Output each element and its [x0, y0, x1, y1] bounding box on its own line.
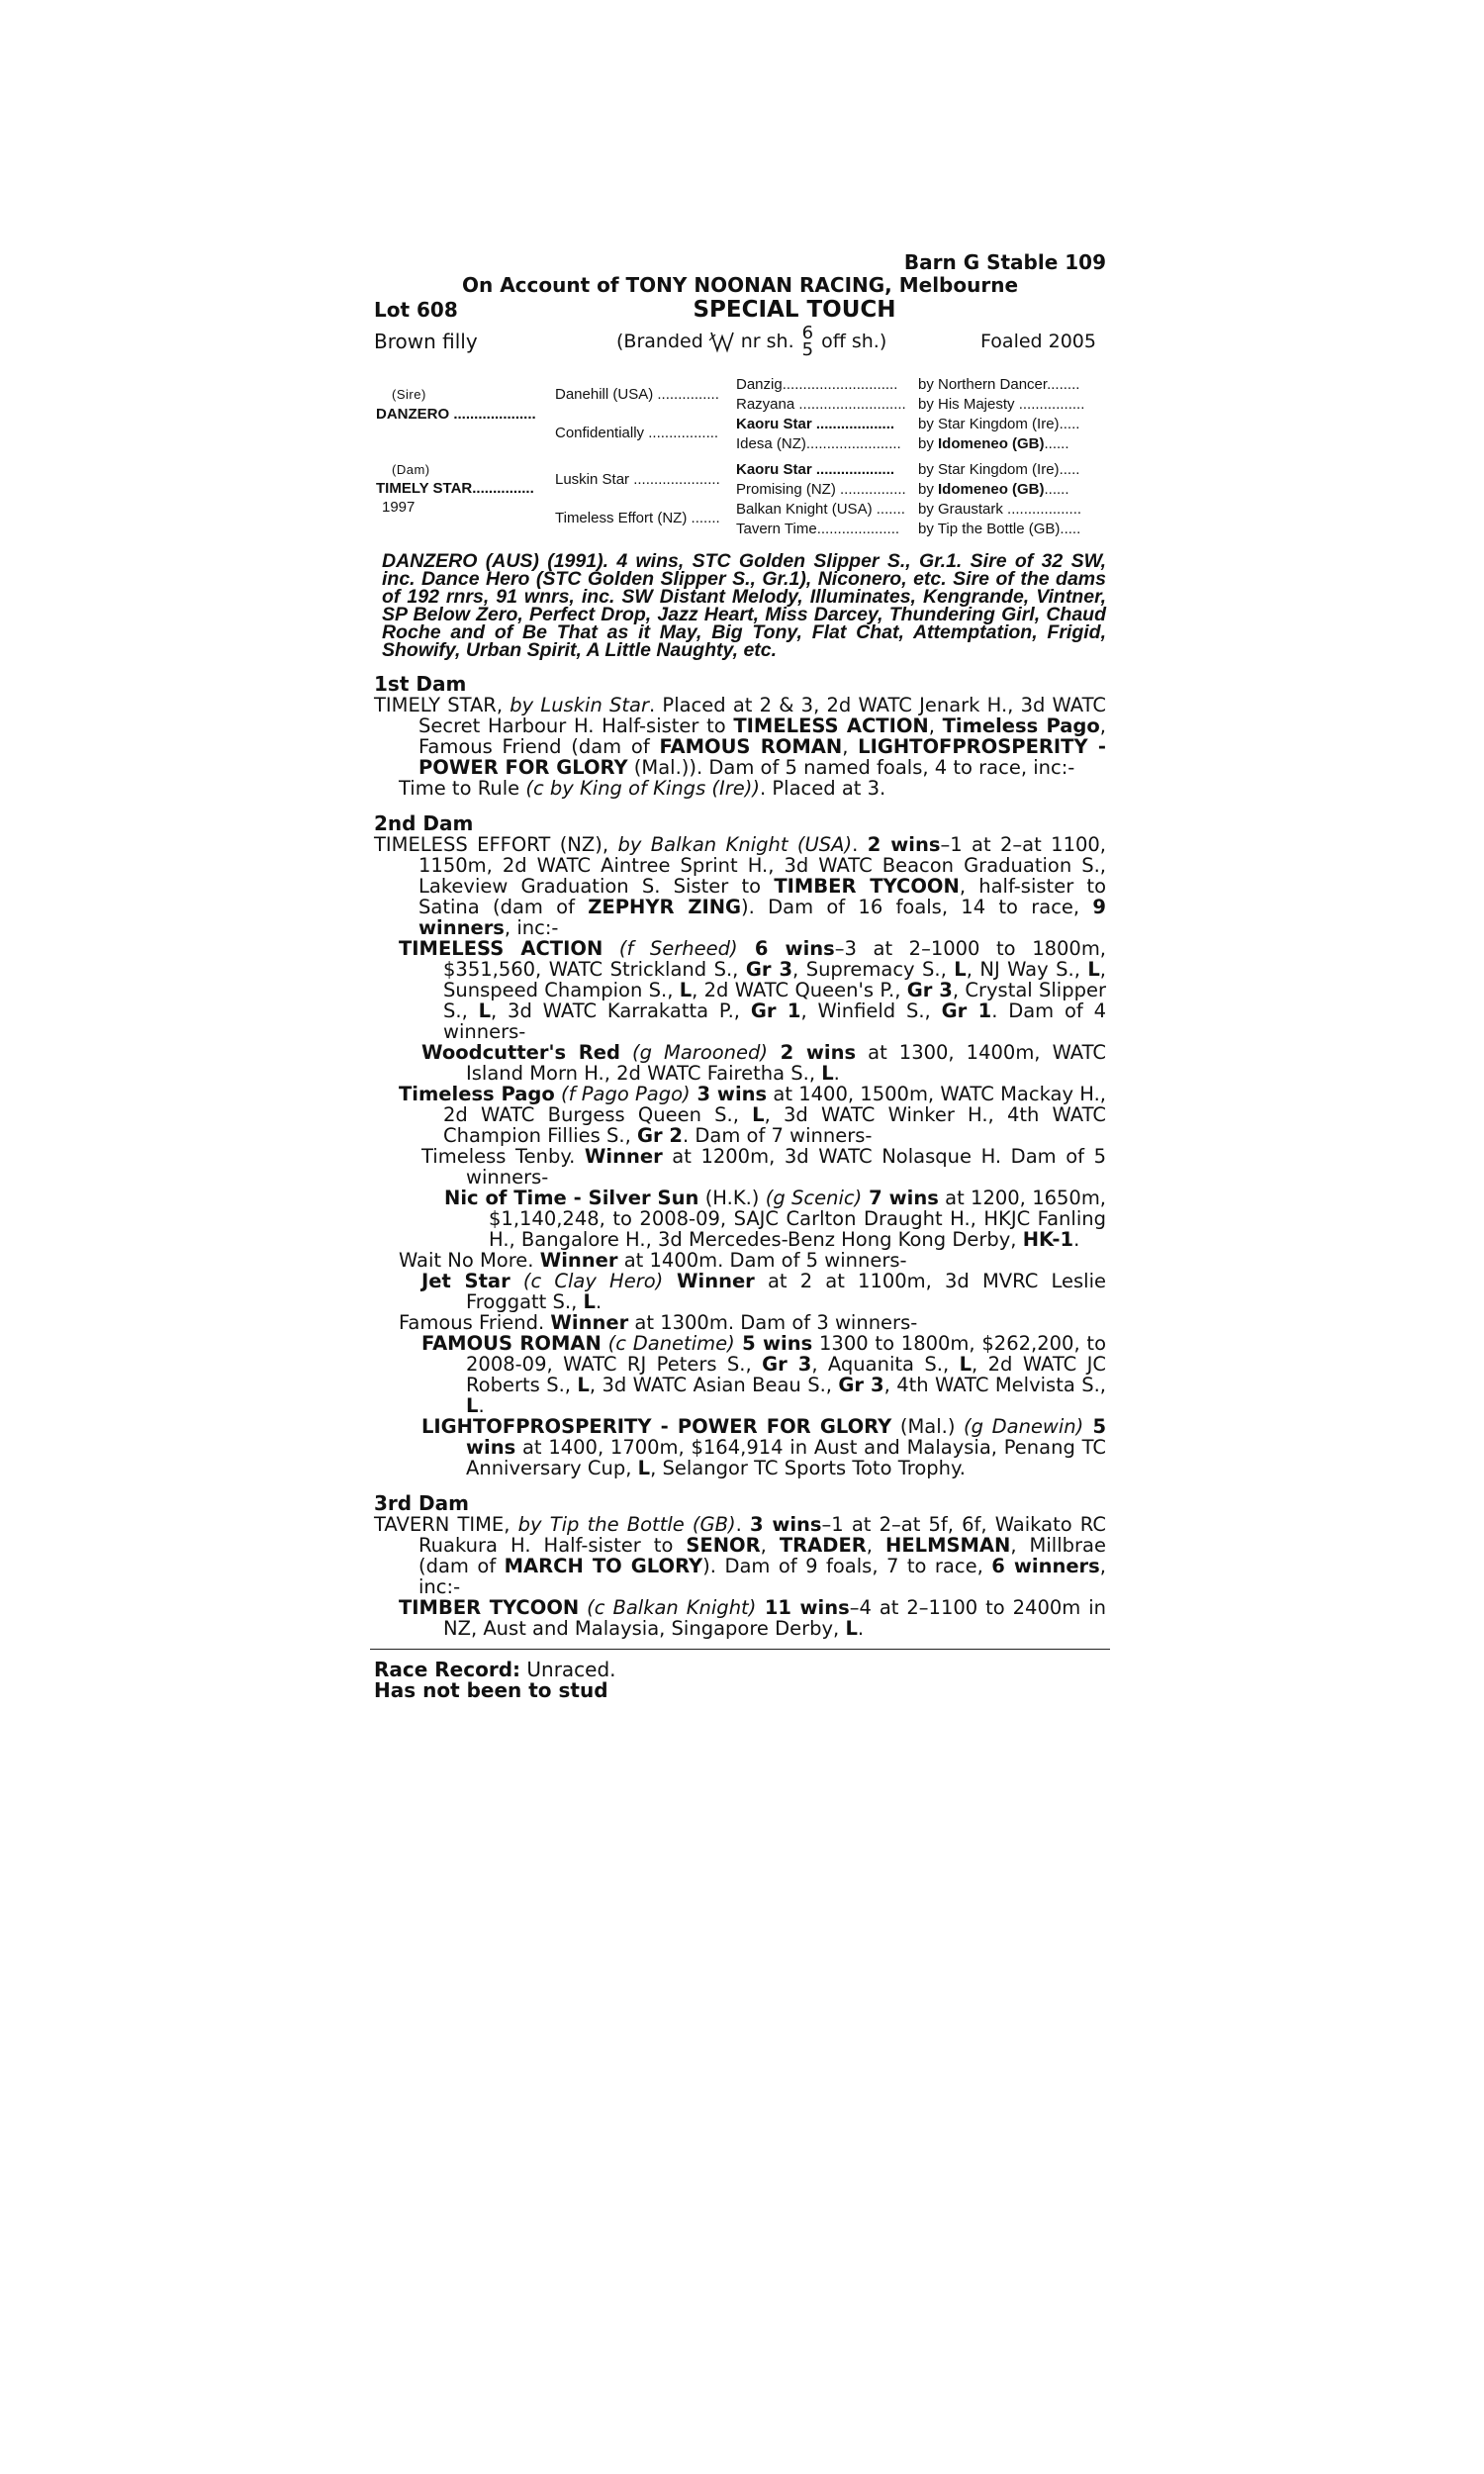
ta-l2: L: [1087, 958, 1100, 981]
dam2-b4: 9 winners: [418, 896, 1106, 939]
dam1-t3: , Famous Friend (dam of: [418, 714, 1106, 758]
dam3-t1: .: [735, 1513, 750, 1536]
gen4-5-text: Star Kingdom (Ire): [938, 461, 1060, 478]
barn-stable: Barn G Stable 109: [903, 250, 1106, 274]
dam3-b5: MARCH TO GLORY: [504, 1555, 703, 1577]
lp-l: L: [637, 1457, 651, 1479]
ta-t3: , NJ Way S.,: [966, 958, 1088, 981]
tp-gr2: Gr 2: [637, 1124, 683, 1147]
dam2-b1: 2 wins: [867, 833, 941, 856]
ta-t9: . Dam of 4 winners-: [443, 999, 1106, 1043]
dam2-t4: ). Dam of 16 foals, 14 to race,: [741, 896, 1093, 918]
second-dam-heading: 2nd Dam: [374, 811, 474, 835]
pedigree-gen3-2: Razyana ..........................: [736, 396, 906, 413]
dam3-t3: ,: [760, 1534, 780, 1557]
lp-name: LIGHTOFPROSPERITY - POWER FOR GLORY: [421, 1415, 892, 1438]
dam3-name: TAVERN TIME,: [374, 1513, 518, 1536]
dam1-t5: (Mal.)). Dam of 5 named foals, 4 to race, inc:-: [627, 756, 1075, 779]
foaled-year: Foaled 2005: [980, 330, 1096, 352]
gen4-2-text: His Majesty: [938, 396, 1015, 413]
pedigree-table: [374, 372, 1106, 537]
wr-t2: .: [833, 1062, 840, 1085]
lp-t0: (Mal.): [891, 1415, 965, 1438]
pedigree-gen3-4: Idesa (NZ).......................: [736, 435, 901, 452]
lp-wins: 5 wins: [466, 1415, 1107, 1459]
dam1-t2: ,: [928, 714, 943, 737]
jet-star-entry: [374, 1271, 1106, 1312]
brand-number-bottom: 5: [801, 339, 814, 360]
gen4-prefix: by: [918, 481, 934, 498]
tp-l: L: [752, 1103, 765, 1126]
ta-wins: 6 wins: [737, 937, 835, 960]
ta-name: TIMELESS ACTION: [399, 937, 603, 960]
lp-t1: at 1400, 1700m, $164,914 in Aust and Malaysia, Penang TC Anniversary Cup,: [466, 1436, 1106, 1479]
brand-near-side: nr sh.: [740, 330, 794, 352]
race-record-value: Unraced.: [520, 1658, 616, 1681]
ta-gr3a: Gr 3: [745, 958, 793, 981]
dam2-t2: –1 at 2–at 1100, 1150m, 2d WATC Aintree Sprint H., 3d WATC Beacon Graduation S., Lakeview Graduation S. Sister to: [418, 833, 1106, 898]
nt-name: Nic of Time - Silver Sun: [444, 1187, 699, 1209]
gen4-7-text: Graustark: [938, 501, 1003, 518]
js-l: L: [583, 1290, 596, 1313]
tb-name: TIMBER TYCOON: [399, 1596, 580, 1619]
nt-hk: HK-1: [1022, 1228, 1074, 1251]
dam1-by: by Luskin Star: [510, 694, 650, 716]
dam1-t4: ,: [842, 735, 859, 758]
dam3-by: by Tip the Bottle (GB): [517, 1513, 736, 1536]
ta-by: (f Serheed): [603, 937, 738, 960]
dam2-t3: , half-sister to Satina (dam of: [418, 875, 1107, 918]
dam-tag: (Dam): [392, 462, 430, 477]
dam3-t5: , Millbrae (dam of: [418, 1534, 1106, 1577]
sire-tag: (Sire): [392, 387, 426, 402]
brand-number-top: 6: [801, 323, 814, 343]
dam2-b3: ZEPHYR ZING: [588, 896, 742, 918]
ta-l3: L: [679, 979, 693, 1001]
pedigree-gen3-3: Kaoru Star ...................: [736, 416, 895, 432]
fr-gr3b: Gr 3: [838, 1374, 884, 1396]
pedigree-gen4-8: by Tip the Bottle (GB).....: [918, 521, 1081, 537]
gen3-3-text: Kaoru Star: [736, 416, 812, 432]
ta-gr1a: Gr 1: [750, 999, 801, 1022]
pedigree-gen2-3: Luskin Star .....................: [555, 471, 720, 488]
nt-t0: (H.K.): [698, 1187, 766, 1209]
ta-t6: , Crystal Slipper S.,: [443, 979, 1106, 1022]
gen3-7-text: Balkan Knight (USA): [736, 501, 873, 518]
fr-l2: L: [577, 1374, 590, 1396]
tb-by: (c Balkan Knight): [579, 1596, 757, 1619]
fr-gr3a: Gr 3: [762, 1353, 812, 1376]
dam3-t2: –1 at 2–at 5f, 6f, Waikato RC Ruakura H. Half-sister to: [418, 1513, 1106, 1557]
tp-t2: , 3d WATC Winker H., 4th WATC Champion Fillies S.,: [443, 1103, 1106, 1147]
pedigree-gen4-4: by Idomeneo (GB)......: [918, 435, 1069, 452]
dam3-b3: TRADER: [779, 1534, 867, 1557]
tp-name: Timeless Pago: [399, 1083, 555, 1105]
dam3-t4: ,: [866, 1534, 885, 1557]
dam2-by: by Balkan Knight (USA): [617, 833, 853, 856]
timeless-pago-entry: [374, 1084, 1106, 1146]
dam3-t7: , inc:-: [418, 1555, 1106, 1598]
first-dam-heading: 1st Dam: [374, 672, 467, 696]
catalogue-page: [374, 252, 1106, 1701]
tp-t1: at 1400, 1500m, WATC Mackay H., 2d WATC Burgess Queen S.,: [443, 1083, 1106, 1126]
dam1-b3: FAMOUS ROMAN: [659, 735, 843, 758]
ta-t7: , 3d WATC Karrakatta P.,: [491, 999, 751, 1022]
ta-t8: , Winfield S.,: [800, 999, 942, 1022]
gen4-6-text: Idomeneo (GB): [938, 481, 1045, 498]
nt-wins: 7 wins: [862, 1187, 939, 1209]
brand-mark-icon: [707, 329, 737, 354]
dam-year: 1997: [382, 499, 416, 516]
fr-wins: 5 wins: [734, 1332, 813, 1355]
dam1-text1: . Placed at 2 & 3, 2d WATC Jenark H., 3d WATC Secret Harbour H. Half-sister to: [418, 694, 1106, 737]
gen4-prefix: by: [918, 376, 934, 393]
wr-l: L: [821, 1062, 834, 1085]
lp-by: (g Danewin): [964, 1415, 1084, 1438]
dam3-t6: ). Dam of 9 foals, 7 to race,: [702, 1555, 992, 1577]
ta-gr1b: Gr 1: [941, 999, 992, 1022]
gen4-prefix: by: [918, 501, 934, 518]
timber-tycoon-entry: [374, 1597, 1106, 1639]
horse-name: SPECIAL TOUCH: [693, 297, 896, 323]
gen4-prefix: by: [918, 435, 934, 452]
first-dam-paragraph: [374, 695, 1106, 778]
woodcutters-red-entry: [374, 1042, 1106, 1084]
pedigree-gen4-1: by Northern Dancer........: [918, 376, 1080, 393]
timeless-action-entry: [374, 938, 1106, 1042]
lot-number: Lot 608: [374, 298, 458, 322]
pedigree-gen4-3: by Star Kingdom (Ire).....: [918, 416, 1080, 432]
gen4-8-text: Tip the Bottle (GB): [937, 521, 1061, 537]
pedigree-gen3-1: Danzig............................: [736, 376, 898, 393]
gen2-2-text: Confidentially: [555, 425, 645, 441]
fr-l1: L: [959, 1353, 973, 1376]
dam2-t1: .: [852, 833, 868, 856]
dam1-foal-name: Time to Rule: [399, 777, 526, 800]
wn-win: Winner: [539, 1249, 618, 1272]
tt-name: Timeless Tenby.: [421, 1145, 585, 1168]
sire-name: DANZERO ....................: [376, 406, 536, 423]
pedigree-gen3-6: Promising (NZ) ................: [736, 481, 906, 498]
race-record-label: Race Record:: [374, 1658, 521, 1681]
js-t1: at 2 at 1100m, 3d MVRC Leslie Froggatt S.,: [466, 1270, 1106, 1313]
dam1-foal-by: (c by King of Kings (Ire)): [525, 777, 761, 800]
brand-description: [602, 325, 918, 358]
fr-t1: 1300 to 1800m, $262,200, to 2008-09, WATC RJ Peters S.,: [466, 1332, 1106, 1376]
js-t2: .: [595, 1290, 603, 1313]
first-dam-foal: [374, 778, 1106, 799]
dam3-b1: 3 wins: [750, 1513, 822, 1536]
nt-t2: .: [1073, 1228, 1080, 1251]
famous-roman-entry: [374, 1333, 1106, 1416]
gen4-3-text: Star Kingdom (Ire): [938, 416, 1060, 432]
pedigree-gen4-6: by Idomeneo (GB)......: [918, 481, 1069, 498]
ta-gr3b: Gr 3: [906, 979, 953, 1001]
gen4-prefix: by: [918, 416, 934, 432]
ta-t1: –3 at 2–1000 to 1800m, $351,560, WATC Strickland S.,: [443, 937, 1107, 981]
dam-name-text: TIMELY STAR: [376, 480, 473, 497]
brand-number: [802, 325, 813, 358]
ta-l4: L: [478, 999, 492, 1022]
dam1-b2: Timeless Pago: [942, 714, 1100, 737]
second-dam-paragraph: [374, 834, 1106, 938]
gen4-prefix: by: [918, 461, 934, 478]
pedigree-gen2-2: Confidentially .................: [555, 425, 719, 441]
dam1-b1: TIMELESS ACTION: [733, 714, 929, 737]
lp-t2: , Selangor TC Sports Toto Trophy.: [650, 1457, 966, 1479]
ff-t1: at 1300m. Dam of 3 winners-: [628, 1311, 918, 1334]
sire-name-text: DANZERO: [376, 406, 450, 423]
ta-t5: , 2d WATC Queen's P.,: [692, 979, 907, 1001]
fr-l3: L: [466, 1394, 479, 1417]
pedigree-gen3-5: Kaoru Star ...................: [736, 461, 895, 478]
wr-by: (g Marooned): [619, 1041, 769, 1064]
third-dam-heading: 3rd Dam: [374, 1491, 469, 1515]
tt-t1: at 1200m, 3d WATC Nolasque H. Dam of 5 winners-: [466, 1145, 1106, 1189]
fr-name: FAMOUS ROMAN: [421, 1332, 602, 1355]
js-name: Jet Star: [421, 1270, 510, 1292]
wr-t1: at 1300, 1400m, WATC Island Morn H., 2d WATC Fairetha S.,: [466, 1041, 1106, 1085]
ta-t2: , Supremacy S.,: [792, 958, 955, 981]
dam1-name: TIMELY STAR,: [374, 694, 504, 716]
dam1-b4: LIGHTOFPROSPERITY - POWER FOR GLORY: [418, 735, 1106, 779]
nic-of-time-entry: [374, 1188, 1106, 1250]
pedigree-gen3-8: Tavern Time....................: [736, 521, 900, 537]
tb-t1: –4 at 2–1100 to 2400m in NZ, Aust and Malaysia, Singapore Derby,: [443, 1596, 1106, 1640]
tp-wins: 3 wins: [690, 1083, 768, 1105]
horse-sex: Brown filly: [374, 329, 478, 353]
dam2-name: TIMELESS EFFORT (NZ),: [374, 833, 618, 856]
pedigree-gen2-1: Danehill (USA) ...............: [555, 386, 719, 403]
dam1-foal-text: . Placed at 3.: [760, 777, 886, 800]
fr-t2: , Aquanita S.,: [811, 1353, 960, 1376]
fr-t6: .: [478, 1394, 485, 1417]
stud-status: Has not been to stud: [374, 1678, 608, 1702]
lightofprosperity-entry: [374, 1416, 1106, 1478]
wait-no-more-entry: [374, 1250, 1106, 1271]
pedigree-gen2-4: Timeless Effort (NZ) .......: [555, 510, 720, 526]
gen4-prefix: by: [918, 396, 934, 413]
dam3-b4: HELMSMAN: [885, 1534, 1011, 1557]
brand-off-side: off sh.): [821, 330, 887, 352]
gen2-4-text: Timeless Effort (NZ): [555, 510, 688, 526]
third-dam-paragraph: [374, 1514, 1106, 1597]
ta-l1: L: [954, 958, 967, 981]
dam-name: TIMELY STAR...............: [376, 480, 534, 497]
brand-open: (Branded: [616, 330, 703, 352]
ff-win: Winner: [550, 1311, 629, 1334]
dam2-t5: , inc:-: [504, 916, 559, 939]
fr-t3: , 2d WATC JC Roberts S.,: [466, 1353, 1107, 1396]
fr-t4: , 3d WATC Asian Beau S.,: [589, 1374, 839, 1396]
wn-name: Wait No More.: [399, 1249, 540, 1272]
tp-by: (f Pago Pago): [554, 1083, 691, 1105]
fr-by: (c Danetime): [601, 1332, 735, 1355]
js-win: Winner: [663, 1270, 755, 1292]
gen4-prefix: by: [918, 521, 934, 537]
gen3-1-text: Danzig: [736, 376, 783, 393]
nt-t1: at 1200, 1650m, $1,140,248, to 2008-09, SAJC Carlton Draught H., HKJC Fanling H., Bangalore H., 3d Mercedes-Benz Hong Kong Derby,: [489, 1187, 1107, 1251]
gen2-3-text: Luskin Star: [555, 471, 630, 488]
pedigree-gen4-2: by His Majesty ................: [918, 396, 1085, 413]
sire-summary: DANZERO (AUS) (1991). 4 wins, STC Golden Slipper S., Gr.1. Sire of 32 SW, inc. Dance Hero (STC Golden Slipper S., Gr.1), Niconero, etc. Sire of the dams of 192 rnrs, 91 wnrs, inc. SW Distant Melody, Illuminates, Kengrande, Vintner, SP Below Zero, Perfect Drop, Jazz Heart, Miss Darcey, Thundering Girl, Chaud Roche and of Be That as it May, Big Tony, Flat Chat, Attemptation, Frigid, Showify, Urban Spirit, A Little Naughty, etc.: [382, 550, 1106, 661]
tb-t2: .: [857, 1617, 865, 1640]
gen3-8-text: Tavern Time: [736, 521, 817, 537]
pedigree-gen3-7: Balkan Knight (USA) .......: [736, 501, 905, 518]
wr-wins: 2 wins: [768, 1041, 857, 1064]
gen3-4-text: Idesa (NZ): [736, 435, 806, 452]
race-record: [374, 1660, 1106, 1680]
js-by: (c Clay Hero): [510, 1270, 664, 1292]
gen4-4-text: Idomeneo (GB): [938, 435, 1045, 452]
dam3-b6: 6 winners: [991, 1555, 1100, 1577]
gen3-6-text: Promising (NZ): [736, 481, 836, 498]
nt-by: (g Scenic): [765, 1187, 863, 1209]
pedigree-gen4-7: by Graustark ..................: [918, 501, 1082, 518]
vendor-account: On Account of TONY NOONAN RACING, Melbourne: [461, 273, 1019, 297]
ff-name: Famous Friend.: [399, 1311, 551, 1334]
gen3-5-text: Kaoru Star: [736, 461, 812, 478]
gen2-1-text: Danehill (USA): [555, 386, 654, 403]
wn-t1: at 1400m. Dam of 5 winners-: [617, 1249, 907, 1272]
dam3-b2: SENOR: [686, 1534, 761, 1557]
description-row: [374, 325, 1106, 358]
gen4-1-text: Northern Dancer: [938, 376, 1048, 393]
wr-name: Woodcutter's Red: [421, 1041, 620, 1064]
timeless-tenby-entry: [374, 1146, 1106, 1188]
fr-t5: , 4th WATC Melvista S.,: [883, 1374, 1106, 1396]
tp-t3: . Dam of 7 winners-: [682, 1124, 873, 1147]
lot-row: [374, 297, 1106, 323]
tt-win: Winner: [584, 1145, 663, 1168]
famous-friend-entry: [374, 1312, 1106, 1333]
pedigree-gen4-5: by Star Kingdom (Ire).....: [918, 461, 1080, 478]
dam2-b2: TIMBER TYCOON: [774, 875, 960, 898]
gen3-2-text: Razyana: [736, 396, 795, 413]
ta-t4: , Sunspeed Champion S.,: [443, 958, 1106, 1001]
tb-l: L: [845, 1617, 858, 1640]
tb-wins: 11 wins: [756, 1596, 850, 1619]
section-divider: [370, 1649, 1110, 1650]
